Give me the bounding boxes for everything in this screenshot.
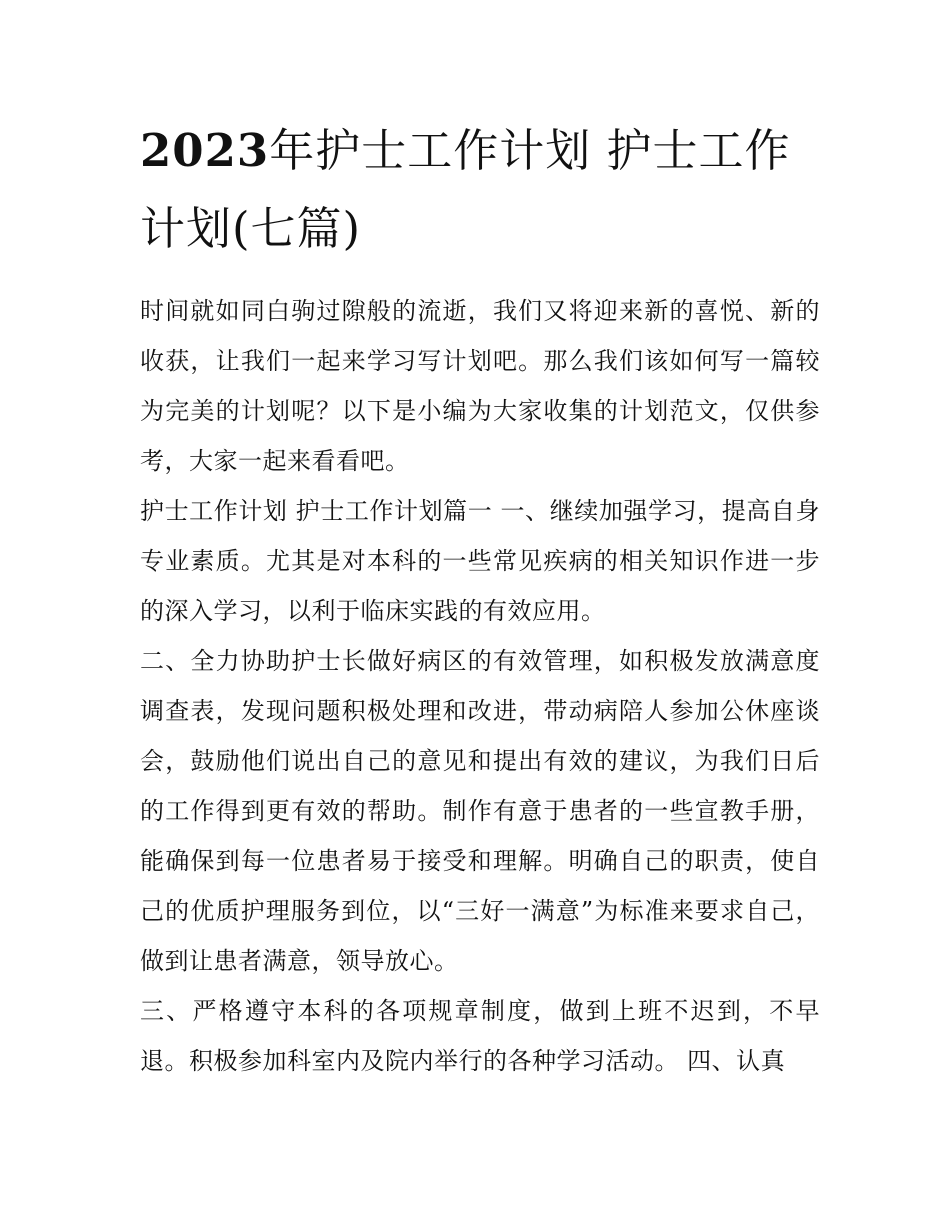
title-year: 2023: [140, 124, 270, 177]
document-title: [140, 112, 820, 268]
section-one-paragraph: 护士工作计划 护士工作计划篇一 一、继续加强学习，提高自身专业素质。尤其是对本科的一些常见疾病的相关知识作进一步的深入学习，以利于临床实践的有效应用。: [140, 497, 820, 625]
document-page: [140, 112, 820, 1086]
section-two-paragraph: 二、全力协助护士长做好病区的有效管理，如积极发放满意度调查表，发现问题积极处理和改进，带动病陪人参加公休座谈会，鼓励他们说出自己的意见和提出有效的建议，为我们日后的工作得到更有效的帮助。制作有意于患者的一些宣教手册，能确保到每一位患者易于接受和理解。明确自己的职责，使自己的优质护理服务到位，以“三好一满意”为标准来要求自己，做到让患者满意，领导放心。: [140, 647, 820, 975]
section-three-paragraph: 三、严格遵守本科的各项规章制度，做到上班不迟到，不早退。积极参加科室内及院内举行的各种学习活动。 四、认真: [140, 997, 820, 1075]
title-text: 年护士工作计划 护士工作计划(七篇): [140, 124, 791, 255]
intro-paragraph: 时间就如同白驹过隙般的流逝，我们又将迎来新的喜悦、新的收获，让我们一起来学习写计划吧。那么我们该如何写一篇较为完美的计划呢？以下是小编为大家收集的计划范文，仅供参考，大家一起来看看吧。: [140, 297, 820, 475]
document-body: [140, 286, 820, 1086]
